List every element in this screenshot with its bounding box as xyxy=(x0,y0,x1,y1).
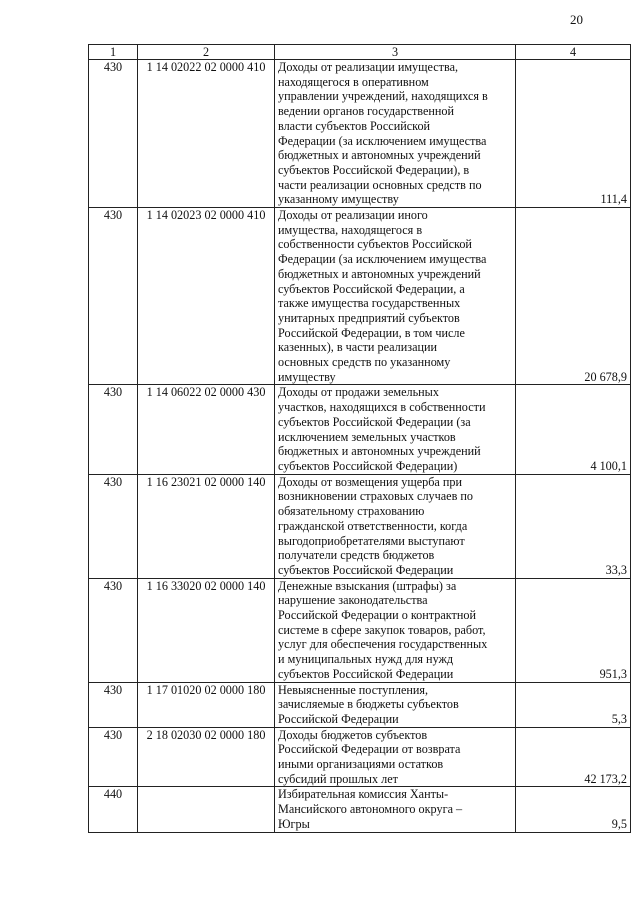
admin-code-cell: 440 xyxy=(89,787,138,832)
table-row xyxy=(89,578,631,682)
admin-code-cell: 430 xyxy=(89,60,138,208)
budget-code-cell: 1 17 01020 02 0000 180 xyxy=(138,682,275,727)
budget-code-cell: 1 14 02023 02 0000 410 xyxy=(138,208,275,385)
amount-cell: 5,3 xyxy=(516,682,631,727)
budget-code-cell: 1 14 06022 02 0000 430 xyxy=(138,385,275,474)
table-header-row xyxy=(89,45,631,60)
revenue-name-cell: Доходы от возмещения ущерба при возникновении страховых случаев по обязательному страхованию гражданской ответственности, когда выгодоприобретателями выступают получатели средств бюджетов субъектов Российской Федерации xyxy=(275,474,516,578)
column-header: 3 xyxy=(275,45,516,60)
admin-code-cell: 430 xyxy=(89,727,138,787)
amount-cell: 951,3 xyxy=(516,578,631,682)
admin-code-cell: 430 xyxy=(89,385,138,474)
budget-code-cell xyxy=(138,787,275,832)
budget-code-cell: 1 16 23021 02 0000 140 xyxy=(138,474,275,578)
amount-cell: 20 678,9 xyxy=(516,208,631,385)
amount-cell: 9,5 xyxy=(516,787,631,832)
admin-code-cell: 430 xyxy=(89,682,138,727)
table-row xyxy=(89,682,631,727)
admin-code-cell: 430 xyxy=(89,208,138,385)
amount-cell: 33,3 xyxy=(516,474,631,578)
column-header: 4 xyxy=(516,45,631,60)
revenue-name-cell: Доходы от продажи земельных участков, находящихся в собственности субъектов Российской Федерации (за исключением земельных участков бюджетных и автономных учреждений субъектов Российской Федерации) xyxy=(275,385,516,474)
amount-cell: 111,4 xyxy=(516,60,631,208)
admin-code-cell: 430 xyxy=(89,578,138,682)
column-header: 1 xyxy=(89,45,138,60)
revenue-name-cell: Доходы от реализации иного имущества, находящегося в собственности субъектов Российской Федерации (за исключением имущества бюджетных и автономных учреждений субъектов Российской Федерации, а также имущества государственных унитарных предприятий субъектов Российской Федерации, в том числе казенных), в части реализации основных средств по указанному имуществу xyxy=(275,208,516,385)
revenue-name-cell: Денежные взыскания (штрафы) за нарушение законодательства Российской Федерации о контрактной системе в сфере закупок товаров, работ, услуг для обеспечения государственных и муниципальных нужд для нужд субъектов Российской Федерации xyxy=(275,578,516,682)
column-header: 2 xyxy=(138,45,275,60)
table-row xyxy=(89,474,631,578)
admin-code-cell: 430 xyxy=(89,474,138,578)
table-row xyxy=(89,385,631,474)
revenue-table xyxy=(88,44,631,833)
budget-code-cell: 1 16 33020 02 0000 140 xyxy=(138,578,275,682)
revenue-name-cell: Доходы бюджетов субъектов Российской Федерации от возврата иными организациями остатков субсидий прошлых лет xyxy=(275,727,516,787)
budget-code-cell: 2 18 02030 02 0000 180 xyxy=(138,727,275,787)
page-number: 20 xyxy=(570,12,583,27)
amount-cell: 4 100,1 xyxy=(516,385,631,474)
revenue-name-cell: Избирательная комиссия Ханты- Мансийского автономного округа – Югры xyxy=(275,787,516,832)
table-row xyxy=(89,727,631,787)
revenue-name-cell: Невыясненные поступления, зачисляемые в бюджеты субъектов Российской Федерации xyxy=(275,682,516,727)
amount-cell: 42 173,2 xyxy=(516,727,631,787)
budget-code-cell: 1 14 02022 02 0000 410 xyxy=(138,60,275,208)
table-row xyxy=(89,208,631,385)
revenue-name-cell: Доходы от реализации имущества, находящегося в оперативном управлении учреждений, находящихся в ведении органов государственной власти субъектов Российской Федерации (за исключением имущества бюджетных и автономных учреждений субъектов Российской Федерации), в части реализации основных средств по указанному имуществу xyxy=(275,60,516,208)
table-row xyxy=(89,60,631,208)
table-row xyxy=(89,787,631,832)
